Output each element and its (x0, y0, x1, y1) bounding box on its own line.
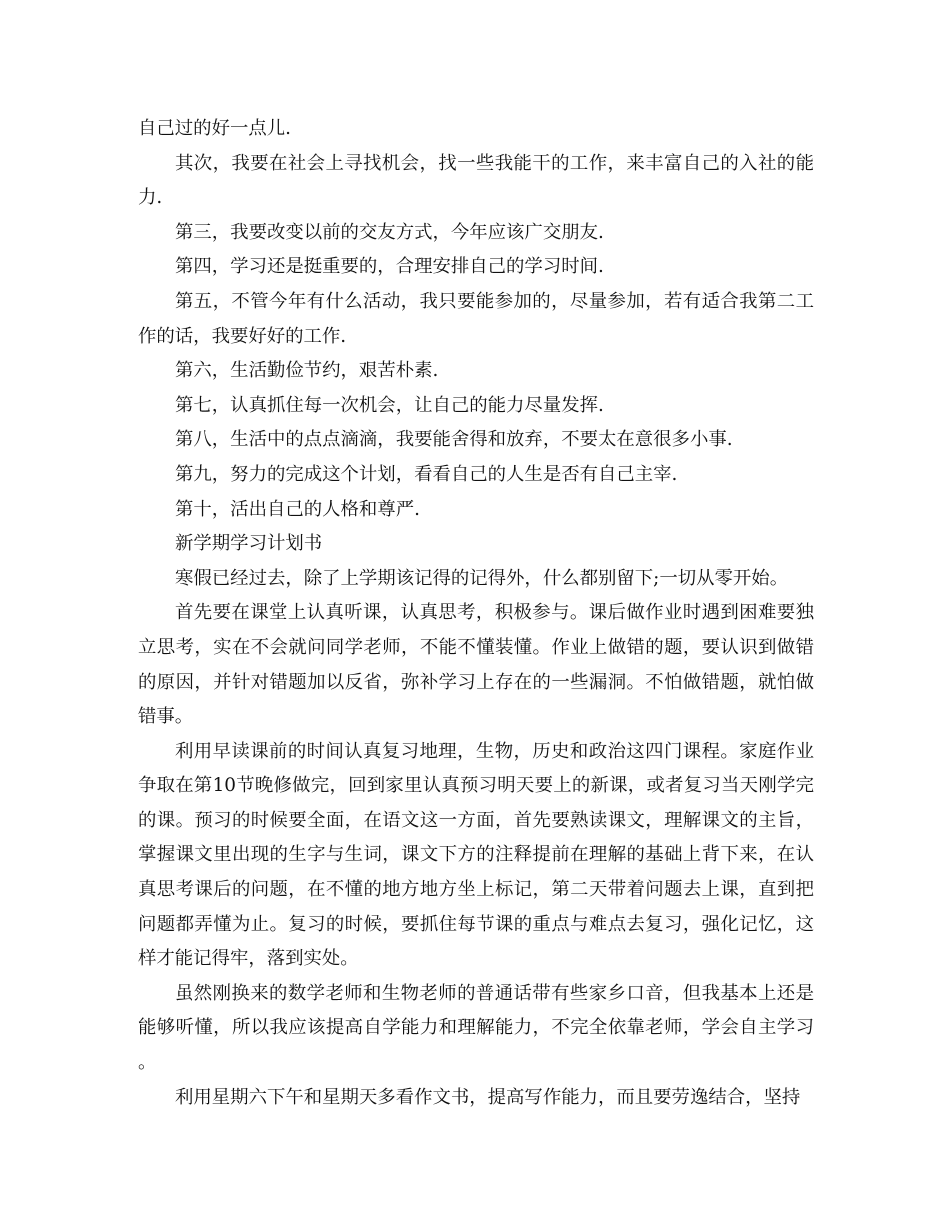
paragraph-sixth: 第六，生活勤俭节约，艰苦朴素. (175, 360, 439, 382)
paragraph-fifth: 第五，不管今年有什么活动，我只要能参加的，尽量参加，若有适合我第二工作的话，我要好好的工作. (138, 290, 814, 347)
paragraph-eighth: 第八，生活中的点点滴滴，我要能舍得和放弃，不要太在意很多小事. (175, 429, 733, 451)
paragraph-ninth: 第九，努力的完成这个计划，看看自己的人生是否有自己主宰. (175, 463, 678, 485)
paragraph-review: 利用早读课前的时间认真复习地理，生物，历史和政治这四门课程。家庭作业争取在第10节晚修做完，回到家里认真预习明天要上的新课，或者复习当天刚学完的课。预习的时候要全面，在语文这一方面，首先要熟读课文，理解课文的主旨，掌握课文里出现的生字与生词，课文下方的注释提前在理解的基础上背下来，在认真思考课后的问题，在不懂的地方地方坐上标记，第二天带着问题去上课，直到把问题都弄懂为止。复习的时候，要抓住每节课的重点与难点去复习，强化记忆，这样才能记得牢，落到实处。 (138, 740, 814, 970)
paragraph-classroom: 首先要在课堂上认真听课，认真思考，积极参与。课后做作业时遇到困难要独立思考，实在不会就问同学老师，不能不懂装懂。作业上做错的题，要认识到做错的原因，并针对错题加以反省，弥补学习上存在的一些漏洞。不怕做错题，就怕做错事。 (138, 602, 814, 728)
paragraph-seventh: 第七，认真抓住每一次机会，让自己的能力尽量发挥. (175, 394, 604, 416)
paragraph-weekend: 利用星期六下午和星期天多看作文书，提高写作能力，而且要劳逸结合，坚持 (175, 1086, 801, 1108)
paragraph-tenth: 第十，活出自己的人格和尊严. (175, 498, 420, 520)
paragraph-continuation: 自己过的好一点儿. (138, 118, 291, 139)
document-body (138, 112, 814, 1115)
section-heading: 新学期学习计划书 (175, 533, 323, 555)
paragraph-intro: 寒假已经过去，除了上学期该记得的记得外，什么都别留下;一切从零开始。 (175, 567, 789, 589)
paragraph-third: 第三，我要改变以前的交友方式，今年应该广交朋友. (175, 221, 604, 243)
paragraph-teachers: 虽然刚换来的数学老师和生物老师的普通话带有些家乡口音，但我基本上还是能够听懂，所以我应该提高自学能力和理解能力，不完全依靠老师，学会自主学习。 (138, 982, 814, 1074)
paragraph-second: 其次，我要在社会上寻找机会，找一些我能干的工作，来丰富自己的入社的能力. (138, 152, 814, 209)
paragraph-fourth: 第四，学习还是挺重要的，合理安排自己的学习时间. (175, 256, 604, 278)
